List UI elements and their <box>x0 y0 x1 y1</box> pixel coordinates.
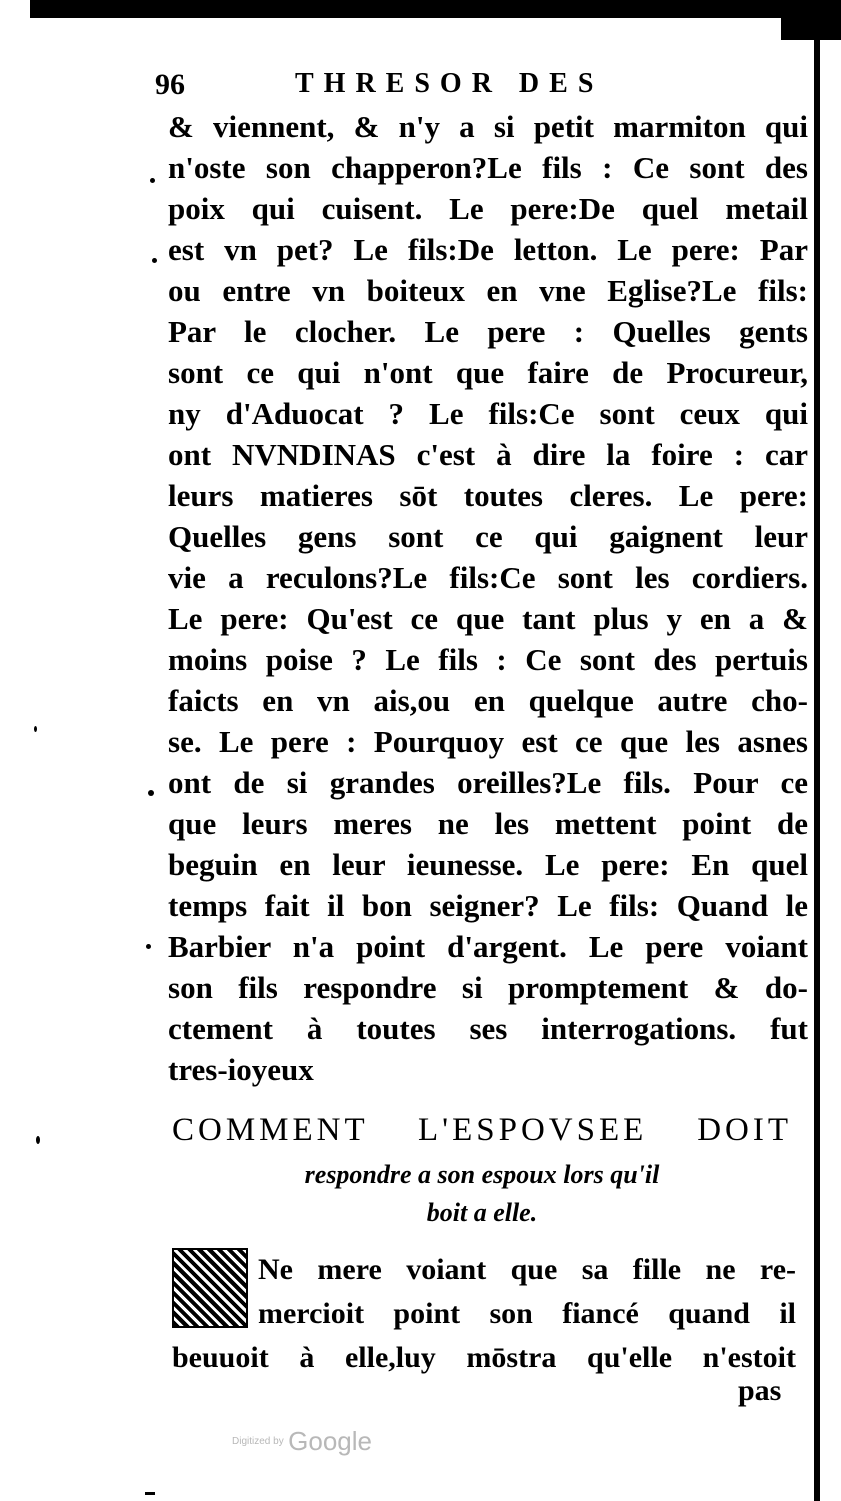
ink-speck <box>146 944 151 949</box>
text-line: temps fait il bon seigner? Le fils: Quand le <box>168 888 808 923</box>
ink-speck <box>34 726 37 732</box>
text-line: Par le clocher. Le pere : Quelles gents <box>168 314 808 349</box>
text-line: se. Le pere : Pourquoy est ce que les asnes <box>168 724 808 759</box>
catchword: pas <box>738 1374 782 1407</box>
page-right-edge <box>814 18 820 1501</box>
text-line: est vn pet? Le fils:De letton. Le pere: Par <box>168 232 808 267</box>
text-line: ou entre vn boiteux en vne Eglise?Le fils: <box>168 273 808 308</box>
chapter-subtitle-line2: boit a elle. <box>426 1198 538 1227</box>
text-line: Le pere: Qu'est ce que tant plus y en a & <box>168 601 808 636</box>
text-line: & viennent, & n'y a si petit marmiton qui <box>168 109 808 144</box>
digitization-watermark <box>232 1426 372 1457</box>
chapter-title: COMMENT L'ESPOVSEE DOIT <box>172 1112 792 1148</box>
text-line: ont NVNDINAS c'est à dire la foire : car <box>168 437 808 472</box>
body-text <box>168 106 808 1090</box>
watermark-prefix: Digitized by <box>232 1436 284 1447</box>
text-line: son fils respondre si promptement & do- <box>168 970 808 1005</box>
text-line: que leurs meres ne les mettent point de <box>168 806 808 841</box>
running-head: THRESOR DES <box>295 68 604 99</box>
page-top-border <box>30 0 841 18</box>
text-line: Quelles gens sont ce qui gaignent leur <box>168 519 808 554</box>
page-corner-shadow <box>781 0 841 40</box>
watermark-brand: Google <box>288 1426 372 1456</box>
text-line: beguin en leur ieunesse. Le pere: En quel <box>168 847 808 882</box>
chapter-paragraph <box>172 1248 796 1380</box>
text-line: ny d'Aduocat ? Le fils:Ce sont ceux qui <box>168 396 808 431</box>
text-line: n'oste son chapperon?Le fils : Ce sont des <box>168 150 808 185</box>
text-line: vie a reculons?Le fils:Ce sont les cordiers. <box>168 560 808 595</box>
text-line: moins poise ? Le fils : Ce sont des pertuis <box>168 642 808 677</box>
ink-speck <box>145 1492 155 1495</box>
text-line: leurs matieres sōt toutes cleres. Le pere: <box>168 478 808 513</box>
text-line: mercioit point son fiancé quand il <box>258 1297 796 1330</box>
ink-speck <box>152 258 157 263</box>
text-line: ctement à toutes ses interrogations. fut <box>168 1011 808 1046</box>
text-line: sont ce qui n'ont que faire de Procureur, <box>168 355 808 390</box>
text-line: Barbier n'a point d'argent. Le pere voiant <box>168 929 808 964</box>
text-line: tres-ioyeux <box>168 1052 314 1087</box>
chapter-subtitle-line1: respondre a son espoux lors qu'il <box>304 1160 660 1189</box>
ornamental-drop-cap <box>172 1248 248 1328</box>
ink-speck <box>148 790 154 796</box>
chapter-heading <box>172 1112 792 1232</box>
text-line: ont de si grandes oreilles?Le fils. Pour ce <box>168 765 808 800</box>
text-line: beuuoit à elle,luy mōstra qu'elle n'estoit <box>172 1341 796 1374</box>
text-line: poix qui cuisent. Le pere:De quel metail <box>168 191 808 226</box>
ink-speck <box>150 178 155 183</box>
page-number: 96 <box>155 68 185 101</box>
ink-speck <box>36 1136 40 1144</box>
text-line: Ne mere voiant que sa fille ne re- <box>258 1253 796 1286</box>
text-line: faicts en vn ais,ou en quelque autre cho- <box>168 683 808 718</box>
